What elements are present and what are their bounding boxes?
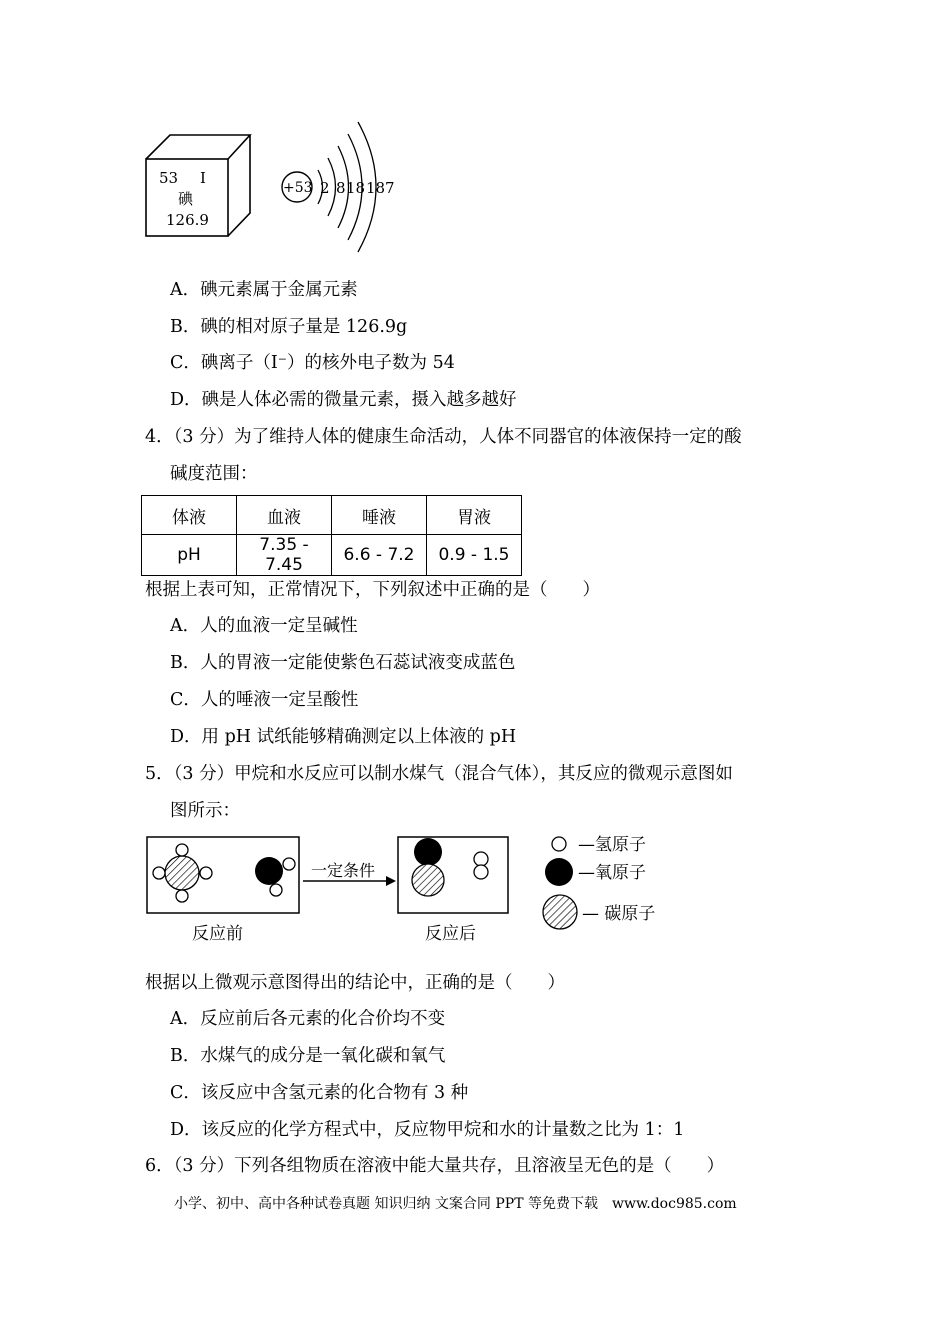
q3-option-c: C．碘离子（I⁻）的核外电子数为 54: [170, 353, 455, 373]
methane-carbon-atom: [165, 856, 199, 890]
q4-question: 根据上表可知，正常情况下，下列叙述中正确的是（ ）: [145, 580, 600, 600]
q5-option-d: D．该反应的化学方程式中，反应物甲烷和水的计量数之比为 1：1: [170, 1120, 685, 1140]
h2-hydrogen-atom: [474, 852, 488, 866]
before-label: 反应前: [192, 924, 243, 944]
ph-table-value-row: [142, 535, 522, 576]
reaction-condition: 一定条件: [311, 861, 376, 880]
q4-option-b: B．人的胃液一定能使紫色石蕊试液变成蓝色: [170, 653, 516, 673]
page-footer[interactable]: 小学、初中、高中各种试卷真题 知识归纳 文案合同 PPT 等免费下载 www.doc985.com: [174, 1196, 737, 1212]
ph-header-saliva: 唾液: [332, 496, 427, 535]
element-box-top: [146, 135, 250, 159]
legend-hydrogen-icon: [552, 837, 566, 851]
q4-stem-line2: 碱度范围：: [170, 464, 258, 484]
nucleus-charge: +53: [283, 180, 313, 196]
shell-2-count: 8: [336, 179, 346, 197]
legend-carbon-label: — 碳原子: [582, 904, 656, 924]
methane-hydrogen-atom: [176, 844, 188, 856]
q5-option-a: A．反应前后各元素的化合价均不变: [170, 1009, 446, 1029]
ph-header-body-fluid: 体液: [142, 496, 237, 535]
methane-hydrogen-atom: [200, 867, 212, 879]
water-oxygen-atom: [255, 857, 283, 885]
q3-option-d: D．碘是人体必需的微量元素，摄入越多越好: [170, 390, 517, 410]
ph-saliva-value: 6.6 ‐ 7.2: [332, 535, 427, 576]
q4-stem-line1: 4．（3 分）为了维持人体的健康生命活动，人体不同器官的体液保持一定的酸: [145, 427, 742, 447]
q3-option-b: B．碘的相对原子量是 126.9g: [170, 317, 408, 337]
q5-question: 根据以上微观示意图得出的结论中，正确的是（ ）: [145, 973, 565, 993]
atomic-mass: 126.9: [166, 211, 209, 229]
water-hydrogen-atom: [270, 884, 282, 896]
ph-header-blood: 血液: [237, 496, 332, 535]
shell-5-count: 7: [385, 179, 395, 197]
reaction-diagram: [140, 832, 680, 952]
co-carbon-atom: [412, 864, 444, 896]
shell-4-count: 18: [366, 179, 386, 197]
element-box-side: [228, 135, 250, 236]
q4-option-a: A．人的血液一定呈碱性: [170, 616, 358, 636]
methane-hydrogen-atom: [153, 867, 165, 879]
ph-blood-value: 7.35 ‐ 7.45: [237, 535, 332, 576]
legend-hydrogen-label: —氢原子: [578, 835, 646, 855]
q4-option-c: C．人的唾液一定呈酸性: [170, 690, 359, 710]
q5-stem-line2: 图所示：: [170, 801, 240, 821]
ph-gastric-value: 0.9 ‐ 1.5: [427, 535, 522, 576]
reaction-arrowhead: [386, 876, 396, 886]
water-hydrogen-atom: [283, 858, 295, 870]
ph-header-gastric: 胃液: [427, 496, 522, 535]
element-name: 碘: [178, 190, 194, 208]
legend-carbon-icon: [543, 895, 577, 929]
methane-hydrogen-atom: [176, 890, 188, 902]
atomic-number: 53: [159, 169, 179, 187]
ph-table-header-row: [142, 496, 522, 535]
legend-oxygen-icon: [545, 858, 573, 886]
q5-option-b: B．水煤气的成分是一氧化碳和氧气: [170, 1046, 446, 1066]
co-oxygen-atom: [414, 838, 442, 866]
ph-table: [141, 495, 522, 576]
after-label: 反应后: [425, 924, 476, 944]
q3-option-a: A．碘元素属于金属元素: [170, 280, 358, 300]
q6-stem: 6．（3 分）下列各组物质在溶液中能大量共存，且溶液呈无色的是（ ）: [145, 1156, 725, 1176]
h2-hydrogen-atom: [474, 865, 488, 879]
legend-oxygen-label: —氧原子: [578, 863, 646, 883]
shell-1-count: 2: [320, 179, 330, 197]
q5-stem-line1: 5．（3 分）甲烷和水反应可以制水煤气（混合气体），其反应的微观示意图如: [145, 764, 733, 784]
ph-row-label: pH: [142, 535, 237, 576]
iodine-figure: [140, 112, 400, 252]
q5-option-c: C．该反应中含氢元素的化合物有 3 种: [170, 1083, 469, 1103]
element-symbol: I: [200, 169, 206, 187]
q4-option-d: D．用 pH 试纸能够精确测定以上体液的 pH: [170, 727, 517, 747]
shell-3-count: 18: [346, 179, 366, 197]
